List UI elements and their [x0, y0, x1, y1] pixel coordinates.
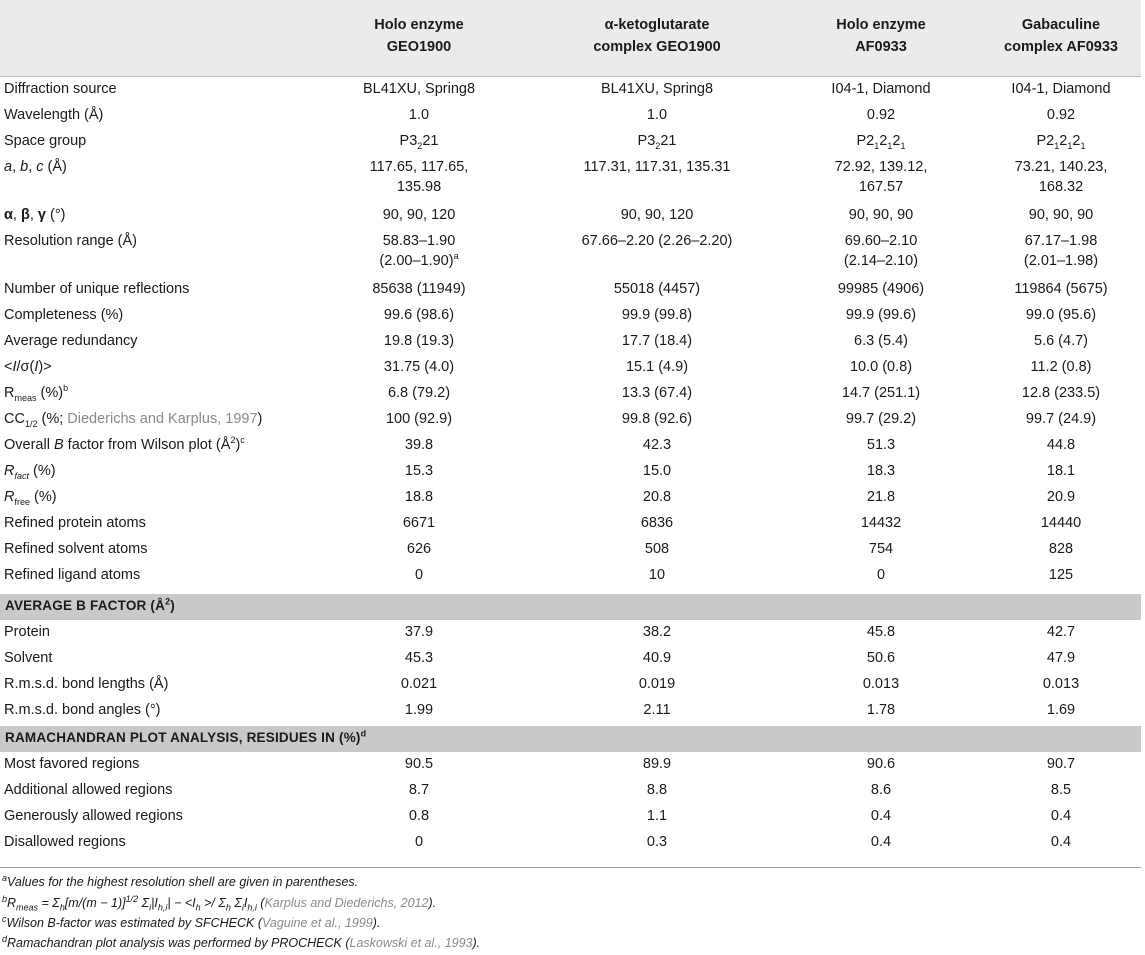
row-label: Resolution range (Å) [4, 233, 137, 249]
row-label: Diffraction source [4, 81, 117, 97]
table-cell: 15.1 (4.9) [625, 359, 689, 375]
section-title: RAMACHANDRAN PLOT ANALYSIS, RESIDUES IN (%)$^d$ [5, 728, 367, 745]
table-cell: 13.3 (67.4) [621, 385, 693, 401]
table-cell: 40.9 [642, 650, 672, 666]
table-cell: 6836 [640, 515, 674, 531]
table-cell: 14440 [1040, 515, 1082, 531]
row-label: Generously allowed regions [4, 808, 183, 824]
table-cell: 0.92 [866, 107, 896, 123]
table-cell: 8.8 [646, 782, 668, 798]
table-cell: 69.60–2.10 (2.14–2.10) [843, 233, 919, 269]
row-label: a, b, c (Å) [4, 159, 67, 175]
table-cell: 58.83–1.90 $(2.00-1.90)^a$ [379, 233, 459, 269]
row-label: Additional allowed regions [4, 782, 173, 798]
table-cell: 42.3 [642, 437, 672, 453]
row-label: <I/σ(I)> [4, 359, 52, 375]
table-cell: 90, 90, 90 [1028, 207, 1094, 223]
table-cell: 0.021 [400, 676, 438, 692]
column-header-line: AF0933 [855, 39, 907, 55]
column-header-line: Holo enzyme [374, 17, 464, 33]
column-header-holo-geo1900 [299, 14, 539, 58]
table-cell: 89.9 [642, 756, 672, 772]
section-header-b-factor [0, 594, 1141, 620]
table-cell: 828 [1048, 541, 1074, 557]
column-header-line: Gabaculine [1021, 17, 1101, 33]
table-cell: 90, 90, 120 [620, 207, 694, 223]
row-label: α, β, γ (°) [4, 207, 66, 223]
table-cell: 12.8 (233.5) [1021, 385, 1101, 401]
table-cell: 0.8 [408, 808, 430, 824]
table-cell: 14.7 (251.1) [841, 385, 921, 401]
table-cell: 626 [406, 541, 432, 557]
table-cell: 1.78 [866, 702, 896, 718]
table-cell: 8.7 [408, 782, 430, 798]
table-cell: 11.2 (0.8) [1030, 359, 1092, 375]
table-cell: 55018 (4457) [613, 281, 701, 297]
table-cell: 1.0 [646, 107, 668, 123]
row-label: Refined protein atoms [4, 515, 146, 531]
table-cell: $P2_12_12_1$ [1036, 133, 1086, 151]
table-cell: I04-1, Diamond [1011, 81, 1111, 97]
footnote-c: $^c$Wilson B-factor was estimated by SFCHECK (Vaguine et al., 1999). [2, 913, 381, 930]
table-cell: 20.8 [642, 489, 672, 505]
row-label: Refined ligand atoms [4, 567, 141, 583]
table-cell: 99.9 (99.8) [621, 307, 693, 323]
row-label: $R_{meas}$ (%)$^b$ [4, 383, 69, 403]
table-cell: 90, 90, 90 [848, 207, 914, 223]
table-cell: 6671 [402, 515, 436, 531]
row-label: $CC_{1/2}$ (%; Diederichs and Karplus, 1997) [4, 411, 263, 429]
table-cell: 1.1 [646, 808, 668, 824]
table-cell: 47.9 [1046, 650, 1076, 666]
table-cell: 10 [648, 567, 666, 583]
table-cell: 508 [644, 541, 670, 557]
row-label: Disallowed regions [4, 834, 126, 850]
table-bottom-rule [0, 867, 1141, 868]
table-cell: 37.9 [404, 624, 434, 640]
table-cell: 0.4 [870, 834, 892, 850]
row-label: Number of unique reflections [4, 281, 190, 297]
table-cell: 117.65, 117.65, 135.98 [369, 159, 469, 195]
column-header-line: GEO1900 [386, 39, 452, 55]
row-label: Overall B factor from Wilson plot $(Å^2)^c$ [4, 435, 245, 453]
table-cell: 2.11 [643, 702, 671, 718]
table-cell: 19.8 (19.3) [383, 333, 455, 349]
table-cell: 73.21, 140.23, 168.32 [1014, 159, 1108, 195]
table-cell: 0.4 [870, 808, 892, 824]
table-cell: 38.2 [642, 624, 672, 640]
table-cell: 90.5 [404, 756, 434, 772]
table-cell: 44.8 [1046, 437, 1076, 453]
table-cell: BL41XU, Spring8 [362, 81, 476, 97]
table-cell: 1.99 [404, 702, 434, 718]
table-cell: 100 (92.9) [385, 411, 453, 427]
row-label: Average redundancy [4, 333, 138, 349]
table-cell: 20.9 [1046, 489, 1076, 505]
table-cell: BL41XU, Spring8 [600, 81, 714, 97]
table-cell: 45.8 [866, 624, 896, 640]
table-cell: 8.6 [870, 782, 892, 798]
table-cell: 1.69 [1046, 702, 1076, 718]
table-cell: 14432 [860, 515, 902, 531]
table-cell: 99.9 (99.6) [845, 307, 917, 323]
footnote-d: $^d$Ramachandran plot analysis was performed by PROCHECK (Laskowski et al., 1993). [2, 933, 481, 950]
table-cell: $P3_221$ [399, 133, 439, 151]
table-cell: 8.5 [1050, 782, 1072, 798]
section-title: AVERAGE B FACTOR $(Å^2)$ [5, 596, 175, 613]
table-cell: $P2_12_12_1$ [856, 133, 906, 151]
table-cell: 5.6 (4.7) [1034, 333, 1088, 349]
table-cell: 99.0 (95.6) [1025, 307, 1097, 323]
row-label: $R_{free}$ (%) [4, 489, 57, 507]
column-header-holo-af0933 [781, 14, 981, 58]
table-cell: 10.0 (0.8) [849, 359, 913, 375]
table-cell: 0.013 [862, 676, 900, 692]
table-cell: 0 [414, 834, 424, 850]
table-cell: 85638 (11949) [372, 281, 466, 297]
table-cell: 0.92 [1046, 107, 1076, 123]
table-cell: 18.1 [1046, 463, 1076, 479]
table-cell: 21.8 [866, 489, 896, 505]
row-label: Completeness (%) [4, 307, 124, 323]
table-cell: 117.31, 117.31, 135.31 [583, 159, 731, 175]
table-cell: 42.7 [1046, 624, 1076, 640]
table-cell: 99.7 (24.9) [1025, 411, 1097, 427]
table-cell: 0.3 [646, 834, 668, 850]
row-label: Protein [4, 624, 50, 640]
table-cell: 45.3 [404, 650, 434, 666]
table-cell: 754 [868, 541, 894, 557]
table-cell: 51.3 [866, 437, 896, 453]
section-header-ramachandran [0, 726, 1141, 752]
table-cell: 18.3 [866, 463, 896, 479]
table-cell: 6.3 (5.4) [854, 333, 908, 349]
table-cell: 18.8 [404, 489, 434, 505]
table-cell: 0.4 [1050, 834, 1072, 850]
table-cell: 90.6 [866, 756, 896, 772]
footnote-b: $^bR_{meas} = \Sigma_h[m/(m - 1)]^{1/2}$ $\Sigma_i|I_{h,i}| - <I_h >/ \Sigma_h$ $\Sigma_iI_{h,i}$ (Karplus and Diederichs, 2012). [2, 893, 437, 913]
table-cell: 1.0 [408, 107, 430, 123]
column-header-akg-geo1900 [537, 14, 777, 58]
table-cell: 99.6 (98.6) [383, 307, 455, 323]
table-cell: 99985 (4906) [837, 281, 925, 297]
table-cell: 50.6 [866, 650, 896, 666]
footnote-a: $^a$Values for the highest resolution shell are given in parentheses. [2, 872, 359, 889]
table-cell: 31.75 (4.0) [383, 359, 455, 375]
table-cell: 125 [1048, 567, 1074, 583]
row-label: Wavelength (Å) [4, 107, 104, 123]
table-cell: 39.8 [404, 437, 434, 453]
table-cell: 99.7 (29.2) [845, 411, 917, 427]
column-header-gabaculine-af0933 [981, 14, 1141, 58]
row-label: Solvent [4, 650, 53, 666]
table-cell: 15.3 [404, 463, 434, 479]
column-header-line: complex GEO1900 [593, 39, 721, 55]
row-label: R.m.s.d. bond angles (°) [4, 702, 161, 718]
table-cell: I04-1, Diamond [831, 81, 931, 97]
row-label: $R_{fact}$ (%) [4, 463, 56, 481]
table-cell: 17.7 (18.4) [621, 333, 693, 349]
row-label: Most favored regions [4, 756, 140, 772]
column-header-line: complex AF0933 [1004, 39, 1118, 55]
table-cell: 0 [414, 567, 424, 583]
table-cell: 67.17–1.98 (2.01–1.98) [1023, 233, 1099, 269]
column-header-line: Holo enzyme [836, 17, 926, 33]
table-cell: 6.8 (79.2) [387, 385, 451, 401]
table-cell: 99.8 (92.6) [621, 411, 693, 427]
row-label: Refined solvent atoms [4, 541, 148, 557]
table-cell: $P3_221$ [637, 133, 677, 151]
table-cell: 90.7 [1046, 756, 1076, 772]
table-header [0, 0, 1141, 77]
table-cell: 67.66–2.20 (2.26–2.20) [581, 233, 733, 249]
table-cell: 0.013 [1042, 676, 1080, 692]
table-cell: 90, 90, 120 [382, 207, 456, 223]
table-cell: 0.4 [1050, 808, 1072, 824]
table-cell: 15.0 [642, 463, 672, 479]
column-header-line: α-ketoglutarate [604, 17, 710, 33]
table-cell: 0.019 [638, 676, 676, 692]
table-cell: 119864 (5675) [1014, 281, 1108, 297]
row-label: Space group [4, 133, 87, 149]
table-cell: 0 [876, 567, 886, 583]
table-cell: 72.92, 139.12, 167.57 [834, 159, 928, 195]
row-label: R.m.s.d. bond lengths (Å) [4, 676, 169, 692]
